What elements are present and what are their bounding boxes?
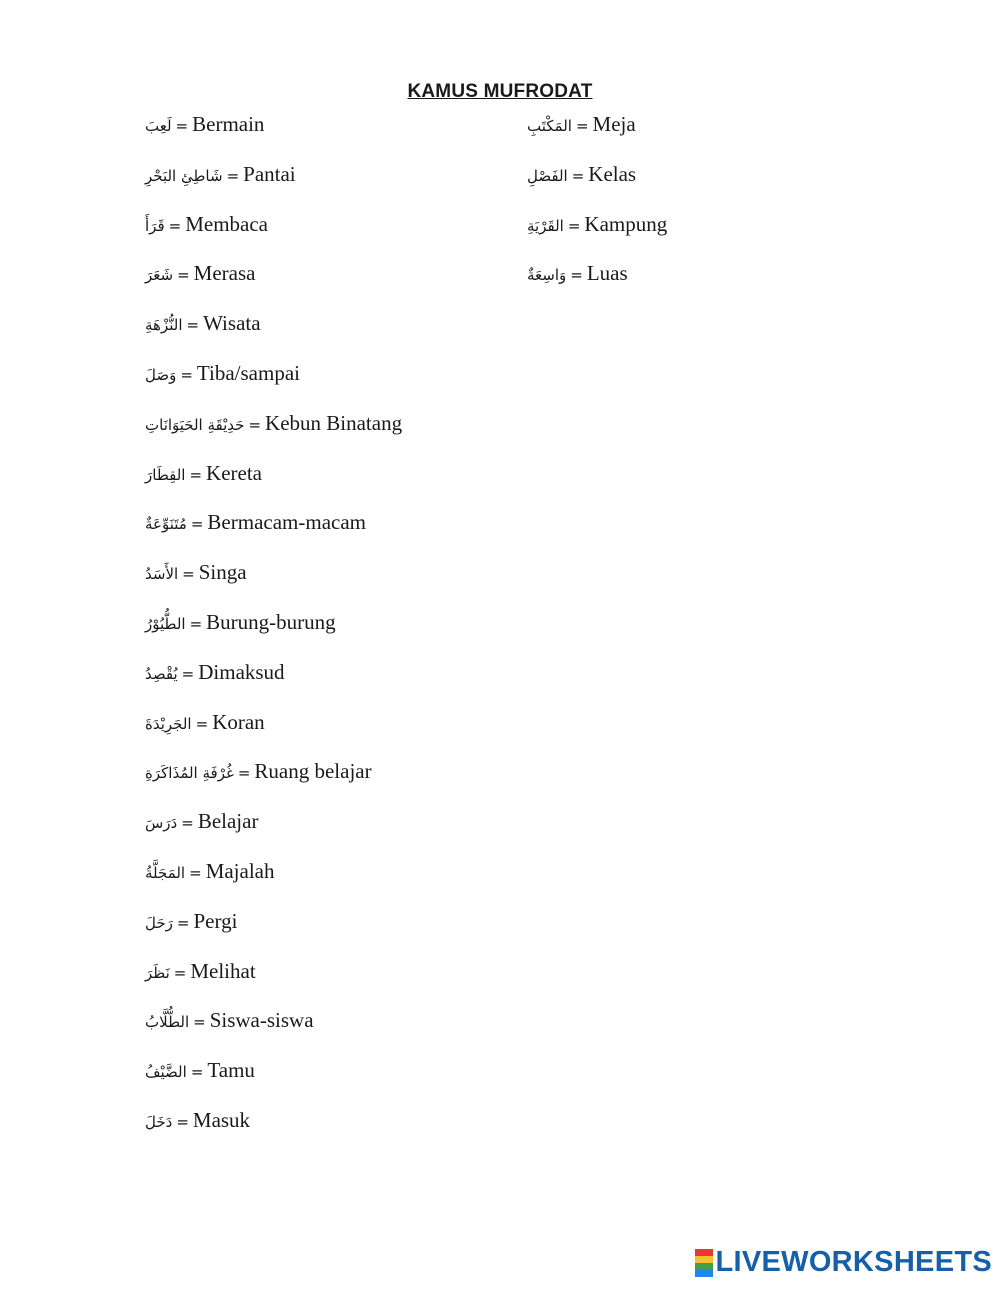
equals-sign: = [173,963,187,982]
indonesian-meaning: Pergi [193,908,238,933]
indonesian-meaning: Majalah [205,858,275,883]
vocab-entry [145,259,505,309]
logo-badge-stripe [695,1256,713,1263]
indonesian-meaning: Kelas [588,161,637,186]
vocab-entry [145,409,505,459]
equals-sign: = [180,365,193,384]
indonesian-meaning: Wisata [203,311,261,336]
equals-sign: = [248,415,262,434]
arabic-word: قَرَأَ [145,216,165,235]
indonesian-meaning: Belajar [197,809,259,834]
vocab-entry [527,160,827,210]
page-title: KAMUS MUFRODAT [407,80,593,102]
vocab-entry [145,608,505,658]
indonesian-meaning: Dimaksud [198,659,285,684]
equals-sign: = [175,117,189,135]
indonesian-meaning: Pantai [243,161,296,186]
logo-text: LIVEWORKSHEETS [715,1246,992,1278]
equals-sign: = [176,913,190,932]
vocabulary-list-left [145,110,505,1156]
equals-sign: = [176,1112,189,1131]
indonesian-meaning: Kereta [206,460,262,485]
arabic-word: مُتَنَوِّعَةٌ [145,515,187,534]
arabic-word: رَحَلَ [145,913,173,932]
arabic-word: وَاسِعَةٌ [527,266,567,285]
arabic-word: الطُّلَّابُ [145,1013,190,1032]
equals-sign: = [237,764,251,783]
arabic-word: دَرَسَ [145,814,178,833]
equals-sign: = [168,216,182,235]
indonesian-meaning: Koran [212,709,265,734]
equals-sign: = [177,266,190,285]
arabic-word: وَصَلَ [145,365,177,384]
arabic-word: لَعِبَ [145,117,172,135]
arabic-word: الأَسَدُ [145,565,179,584]
arabic-word: شَاطِئِ البَحْرِ [145,166,223,185]
vocab-entry [527,210,827,260]
logo-badge-icon [695,1249,713,1277]
arabic-word: الجَرِيْدَةَ [145,714,192,733]
vocab-entry [145,110,505,160]
vocab-entry [145,309,505,359]
indonesian-meaning: Kebun Binatang [265,410,403,435]
vocab-entry [145,857,505,907]
vocab-entry [145,508,505,558]
indonesian-meaning: Burung-burung [206,609,336,634]
equals-sign: = [181,814,194,833]
arabic-word: حَدِيْقَةِ الحَيَوَانَاتِ [145,415,245,434]
arabic-word: الفَصْلِ [527,166,568,185]
arabic-word: القَرْيَةِ [527,216,564,235]
indonesian-meaning: Kampung [584,211,668,236]
logo-badge-stripe [695,1270,713,1277]
equals-sign: = [181,664,195,683]
indonesian-meaning: Tamu [207,1058,255,1083]
liveworksheets-logo [695,1246,993,1279]
equals-sign: = [189,465,203,484]
indonesian-meaning: Luas [586,261,628,286]
arabic-word: نَظَرَ [145,963,170,982]
arabic-word: الطُّيُوْرُ [145,614,186,633]
arabic-word: الضَّيْفُ [145,1063,187,1082]
arabic-word: غُرْفَةِ المُذَاكَرَةِ [145,764,234,783]
indonesian-meaning: Melihat [190,958,256,983]
indonesian-meaning: Merasa [193,261,256,286]
arabic-word: يُقْصِدُ [145,664,178,683]
equals-sign: = [571,166,585,185]
vocabulary-list-right [527,110,827,309]
indonesian-meaning: Singa [198,560,247,585]
arabic-word: المَجَلَّةُ [145,863,186,882]
vocab-entry [145,359,505,409]
indonesian-meaning: Ruang belajar [254,759,372,784]
vocab-entry [145,160,505,210]
vocab-entry [145,907,505,957]
equals-sign: = [195,714,209,733]
equals-sign: = [182,565,195,584]
vocab-entry [145,708,505,758]
equals-sign: = [189,614,203,633]
indonesian-meaning: Bermain [192,112,265,136]
equals-sign: = [193,1013,206,1032]
indonesian-meaning: Bermacam-macam [207,510,366,535]
vocab-entry [145,658,505,708]
vocab-entry [145,1006,505,1056]
equals-sign: = [190,1063,204,1082]
arabic-word: شَعَرَ [145,266,174,285]
equals-sign: = [226,166,240,185]
equals-sign: = [567,216,581,235]
equals-sign: = [190,515,204,534]
indonesian-meaning: Siswa-siswa [209,1008,314,1033]
vocab-entry [145,558,505,608]
equals-sign: = [575,117,589,135]
vocab-entry [527,259,827,309]
vocab-entry [145,957,505,1007]
vocab-entry [145,1056,505,1106]
indonesian-meaning: Tiba/sampai [196,360,300,385]
equals-sign: = [189,863,202,882]
vocab-entry [145,757,505,807]
arabic-word: النُّزْهَةِ [145,316,183,335]
vocab-entry [145,1106,505,1156]
indonesian-meaning: Masuk [192,1107,251,1132]
vocab-entry [145,210,505,260]
logo-badge-stripe [695,1263,713,1270]
vocab-entry [145,459,505,509]
vocab-entry [527,110,827,160]
indonesian-meaning: Meja [592,112,636,136]
arabic-word: دَخَلَ [145,1112,173,1131]
arabic-word: القِطَارَ [145,465,186,484]
vocab-entry [145,807,505,857]
indonesian-meaning: Membaca [185,211,268,236]
equals-sign: = [570,266,583,285]
equals-sign: = [186,316,200,335]
arabic-word: المَكْتَبِ [527,117,572,135]
logo-badge-stripe [695,1249,713,1256]
